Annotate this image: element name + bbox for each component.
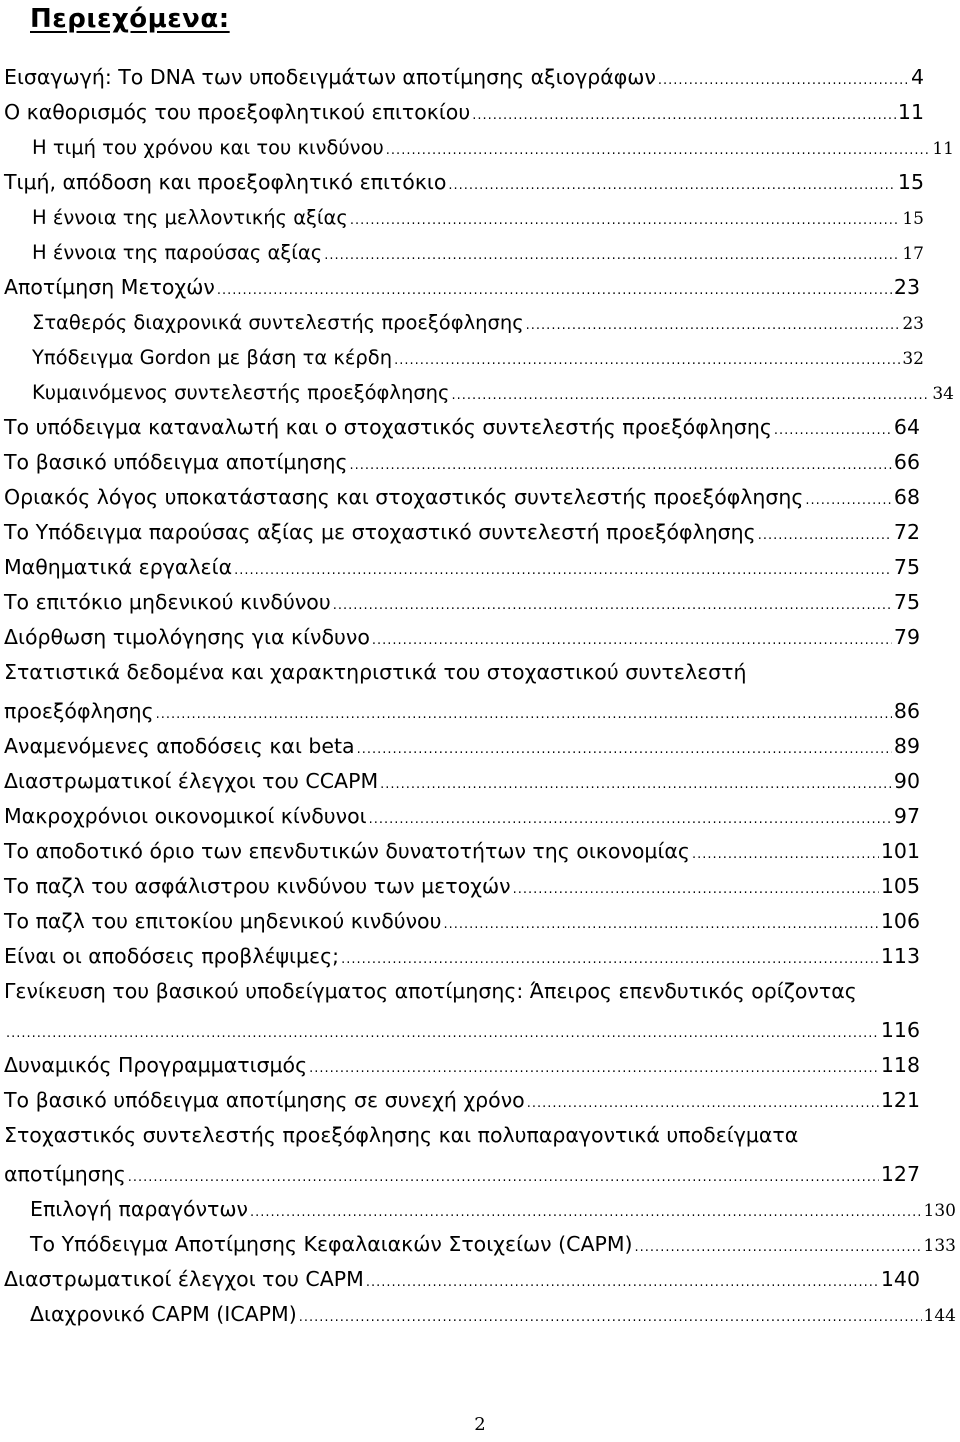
toc-entry-wrapped-line[interactable] [0,1118,960,1153]
dot-leader [366,1265,879,1300]
dot-leader [658,63,909,98]
toc-entry[interactable] [0,1192,960,1227]
toc-entry-title: Η έννοια της παρούσας αξίας [32,241,323,264]
toc-entry-title: Οριακός λόγος υποκατάστασης και στοχαστικός συντελεστής προεξόφλησης [4,485,804,509]
toc-entry[interactable] [0,340,960,375]
dot-leader [341,942,879,977]
dot-leader [774,413,892,448]
toc-entry[interactable] [0,1157,960,1192]
toc-entry-page: 66 [893,450,920,474]
toc-entry-title: Το Υπόδειγμα παρούσας αξίας με στοχαστικό συντελεστή προεξόφλησης [4,520,756,544]
toc-entry-page: 15 [902,209,924,229]
toc-entry-title: Το παζλ του ασφάλιστρου κινδύνου των μετοχών [4,874,511,898]
toc-entry[interactable] [0,694,960,729]
toc-entry[interactable] [0,1048,960,1083]
toc-entry[interactable] [0,95,960,130]
toc-entry-page: 72 [893,520,920,544]
toc-entry-page: 105 [880,874,920,898]
toc-entry-page: 4 [910,65,924,89]
toc-entry-page: 64 [893,415,920,439]
dot-leader [324,238,900,273]
toc-entry-title: Το επιτόκιο μηδενικού κινδύνου [4,590,331,614]
toc-entry-page: 90 [893,769,920,793]
toc-entry-title: Υπόδειγμα Gordon με βάση τα κέρδη [32,346,393,369]
toc-entry-title: Διαστρωματικοί έλεγχοι του CAPM [4,1267,364,1291]
dot-leader [156,697,892,732]
toc-entry-page: 15 [897,170,924,194]
toc-entry-title: Δυναμικός Προγραμματισμός [4,1053,308,1077]
toc-entry[interactable] [0,904,960,939]
toc-entry-title: Το παζλ του επιτοκίου μηδενικού κινδύνου [4,909,442,933]
toc-entry-title: αποτίμησης [4,1162,126,1186]
toc-entry-page: 101 [880,839,920,863]
dot-leader [635,1230,922,1265]
toc-entry[interactable] [0,60,960,95]
toc-entry[interactable] [0,585,960,620]
toc-entry[interactable] [0,799,960,834]
toc-entry-title: Διαχρονικό CAPM (ICAPM) [30,1302,297,1326]
dot-leader [448,168,896,203]
toc-entry-title: Η έννοια της μελλοντικής αξίας [32,206,348,229]
toc-entry-title-line1: Στοχαστικός συντελεστής προεξόφλησης και πολυπαραγοντικά υποδείγματα [4,1123,799,1147]
toc-entry[interactable] [0,270,960,305]
dot-leader [394,343,900,378]
dot-leader [692,837,879,872]
toc-entry-title: Μακροχρόνιοι οικονομικοί κίνδυνοι [4,804,367,828]
toc-entry-page: 116 [880,1018,920,1042]
dot-leader [350,448,892,483]
toc-entry[interactable] [0,1297,960,1332]
toc-entry-page: 144 [923,1306,956,1326]
dot-leader [805,483,892,518]
toc-entry-page: 106 [880,909,920,933]
toc-entry-page: 127 [880,1162,920,1186]
toc-entry-page: 113 [880,944,920,968]
toc-entry-title: Το Υπόδειγμα Αποτίμησης Κεφαλαιακών Στοιχείων (CAPM) [30,1232,633,1256]
toc-title: Περιεχόμενα: [30,4,230,34]
toc-entry-page: 23 [893,275,920,299]
toc-entry-page: 133 [923,1236,956,1256]
toc-entry[interactable] [0,1013,960,1048]
toc-entry-wrapped-line[interactable] [0,974,960,1009]
dot-leader [513,872,879,907]
toc-entry[interactable] [0,1262,960,1297]
toc-entry[interactable] [0,165,960,200]
toc-entry[interactable] [0,235,960,270]
toc-entry[interactable] [0,729,960,764]
toc-entry-title: Αναμενόμενες αποδόσεις και beta [4,734,355,758]
dot-leader [333,588,892,623]
page-number: 2 [474,1414,486,1435]
dot-leader [128,1160,879,1195]
toc-entry-title-line1: Γενίκευση του βασικού υποδείγματος αποτίμησης: Άπειρος επενδυτικός ορίζοντας [4,979,857,1003]
dot-leader [299,1300,922,1335]
toc-entry-page: 32 [902,349,924,369]
dot-leader [350,203,901,238]
toc-entry[interactable] [0,480,960,515]
toc-entry-title: Σταθερός διαχρονικά συντελεστής προεξόφλησης [32,311,524,334]
toc-entry-page: 121 [880,1088,920,1112]
toc-entry[interactable] [0,764,960,799]
toc-entry-page: 17 [902,244,924,264]
toc-entry[interactable] [0,620,960,655]
toc-entry-title: Επιλογή παραγόντων [30,1197,249,1221]
dot-leader [386,133,931,168]
toc-entry-title: Διόρθωση τιμολόγησης για κίνδυνο [4,625,370,649]
toc-entry-page: 75 [893,555,920,579]
dot-leader [369,802,892,837]
toc-entry-page: 118 [880,1053,920,1077]
dot-leader [526,308,901,343]
dot-leader [472,98,896,133]
toc-entry-page: 130 [923,1201,956,1221]
dot-leader [217,273,892,308]
toc-entry-page: 34 [932,384,954,404]
toc-entry-page: 140 [880,1267,920,1291]
toc-entry[interactable] [0,130,960,165]
toc-entry[interactable] [0,1227,960,1262]
toc-entry-page: 11 [897,100,924,124]
toc-entry-title: Το υπόδειγμα καταναλωτή και ο στοχαστικός συντελεστής προεξόφλησης [4,415,772,439]
dot-leader [250,1195,922,1230]
toc-entry-title: Η τιμή του χρόνου και του κινδύνου [32,136,384,159]
toc-entry[interactable] [0,515,960,550]
toc-entry[interactable] [0,375,960,410]
dot-leader [451,378,930,413]
toc-entry[interactable] [0,550,960,585]
toc-entry-title: Το αποδοτικό όριο των επενδυτικών δυνατοτήτων της οικονομίας [4,839,690,863]
toc-entry-page: 97 [893,804,920,828]
toc-entry-title: Το βασικό υπόδειγμα αποτίμησης σε συνεχή χρόνο [4,1088,525,1112]
toc-entry[interactable] [0,445,960,480]
toc-entry-page: 86 [893,699,920,723]
toc-entry-title: Αποτίμηση Μετοχών [4,275,215,299]
dot-leader [372,623,892,658]
toc-entry-title: προεξόφλησης [4,699,154,723]
toc-entry[interactable] [0,1083,960,1118]
toc-entry-title: Είναι οι αποδόσεις προβλέψιμες; [4,944,340,968]
toc-entry[interactable] [0,869,960,904]
toc-entry-title: Μαθηματικά εργαλεία [4,555,233,579]
toc-entry[interactable] [0,200,960,235]
toc-entry-wrapped-line[interactable] [0,655,960,690]
toc-entry[interactable] [0,939,960,974]
dot-leader [527,1086,879,1121]
toc-entry-title: Το βασικό υπόδειγμα αποτίμησης [4,450,348,474]
dot-leader [758,518,892,553]
toc-entry[interactable] [0,305,960,340]
dot-leader [309,1051,879,1086]
toc-entry-title: Διαστρωματικοί έλεγχοι του CCAPM [4,769,379,793]
toc-entry-page: 68 [893,485,920,509]
toc-entry-title: Τιμή, απόδοση και προεξοφλητικό επιτόκιο [4,170,447,194]
toc-entry[interactable] [0,410,960,445]
toc-entry-title: Εισαγωγή: Το DNA των υποδειγμάτων αποτίμησης αξιογράφων [4,65,656,89]
dot-leader [357,732,892,767]
toc-entry-title: Κυμαινόμενος συντελεστής προεξόφλησης [32,381,450,404]
toc-entry-page: 11 [932,139,954,159]
dot-leader [443,907,878,942]
dot-leader [380,767,892,802]
toc-entry-title-line1: Στατιστικά δεδομένα και χαρακτηριστικά του στοχαστικού συντελεστή [4,660,747,684]
toc-entry-page: 79 [893,625,920,649]
toc-entry-page: 23 [902,314,924,334]
toc-entry-page: 89 [893,734,920,758]
dot-leader [6,1016,879,1051]
toc-entry-title: Ο καθορισμός του προεξοφλητικού επιτοκίου [4,100,471,124]
toc-entry[interactable] [0,834,960,869]
toc-entry-page: 75 [893,590,920,614]
dot-leader [234,553,892,588]
